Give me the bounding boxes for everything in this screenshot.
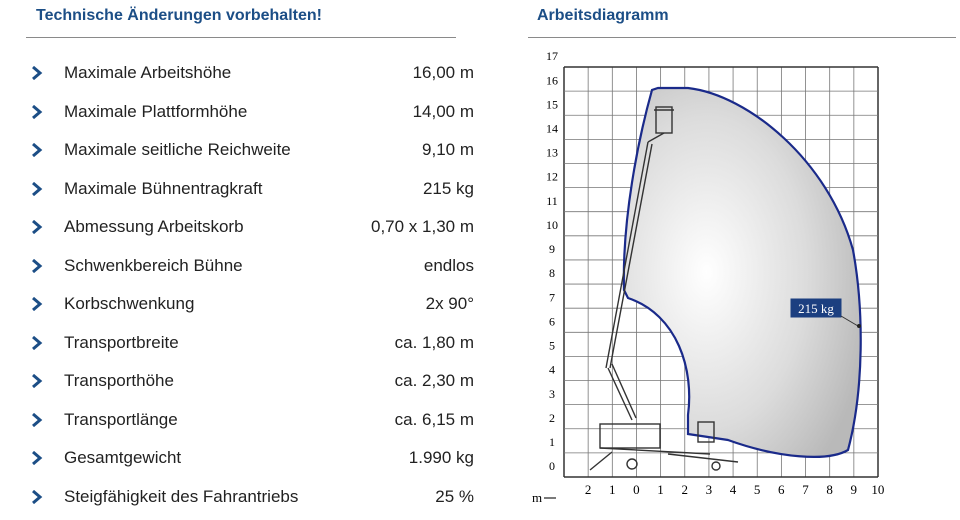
spec-label: Schwenkbereich Bühne: [64, 255, 243, 275]
y-tick-label: 4: [549, 362, 555, 377]
y-tick-label: 1: [549, 435, 555, 450]
chevron-right-icon: [30, 143, 44, 157]
spec-row: [26, 478, 474, 517]
axis-unit-label: m: [532, 490, 543, 505]
spec-list: [26, 54, 474, 516]
x-tick-label: 3: [705, 482, 713, 497]
spec-row: [26, 285, 474, 324]
x-tick-label: 5: [753, 482, 761, 497]
y-tick-label: 0: [549, 459, 555, 474]
x-tick-label: 4: [729, 482, 737, 497]
y-tick-label: 6: [549, 314, 555, 329]
y-tick-label: 7: [549, 290, 555, 305]
spec-label: Steigfähigkeit des Fahrantriebs: [64, 486, 299, 506]
x-tick-label: 10: [871, 482, 885, 497]
spec-row: [26, 247, 474, 286]
spec-value: 0,70 x 1,30 m: [370, 217, 474, 237]
spec-value: 1.990 kg: [408, 448, 474, 468]
section-title: Technische Änderungen vorbehalten!: [36, 7, 322, 24]
spec-label: Gesamtgewicht: [64, 448, 182, 468]
chevron-right-icon: [30, 297, 44, 311]
y-tick-label: 10: [546, 217, 558, 232]
y-tick-label: 3: [549, 386, 555, 401]
chevron-right-icon: [30, 413, 44, 427]
chevron-right-icon: [30, 220, 44, 234]
x-tick-label: 7: [802, 482, 809, 497]
working-diagram: [528, 50, 958, 520]
spec-row: [26, 93, 474, 132]
spec-value: ca. 1,80 m: [394, 332, 474, 352]
x-tick-label: 9: [850, 482, 858, 497]
chevron-right-icon: [30, 182, 44, 196]
spec-row: [26, 401, 474, 440]
spec-value: 14,00 m: [412, 101, 474, 121]
spec-row: [26, 131, 474, 170]
y-tick-label: 9: [549, 242, 555, 257]
y-tick-label: 17: [546, 50, 558, 64]
chevron-right-icon: [30, 374, 44, 388]
spec-value: 9,10 m: [422, 140, 474, 160]
y-tick-label: 16: [546, 73, 558, 88]
spec-value: 2x 90°: [425, 294, 474, 314]
y-tick-label: 14: [546, 121, 558, 136]
diagram-panel: [528, 0, 958, 520]
spec-value: endlos: [423, 255, 474, 275]
y-tick-label: 8: [549, 266, 555, 281]
spec-value: 16,00 m: [412, 63, 474, 83]
spec-value: ca. 6,15 m: [394, 409, 474, 429]
chevron-right-icon: [30, 66, 44, 80]
chevron-right-icon: [30, 451, 44, 465]
spec-label: Abmessung Arbeitskorb: [64, 217, 244, 237]
x-tick-label: 1: [657, 482, 664, 497]
spec-row: [26, 170, 474, 209]
spec-value: 215 kg: [422, 178, 474, 198]
y-tick-label: 12: [546, 169, 558, 184]
x-tick-labels: [585, 482, 885, 497]
spec-label: Maximale Bühnentragkraft: [64, 178, 263, 198]
x-tick-label: 2: [584, 482, 592, 497]
chevron-right-icon: [30, 336, 44, 350]
diagram-title: Arbeitsdiagramm: [537, 7, 669, 24]
x-tick-label: 2: [681, 482, 688, 497]
chevron-right-icon: [30, 490, 44, 504]
chevron-right-icon: [30, 105, 44, 119]
load-label: 215 kg: [798, 301, 834, 316]
title-divider: [26, 37, 456, 38]
spec-row: [26, 54, 474, 93]
y-tick-labels: [546, 50, 558, 473]
spec-label: Maximale Arbeitshöhe: [64, 63, 232, 83]
spec-label: Korbschwenkung: [64, 294, 195, 314]
spec-value: 25 %: [435, 486, 474, 506]
diagram-title-divider: [528, 37, 956, 38]
working-envelope: [624, 88, 861, 457]
spec-value: ca. 2,30 m: [394, 371, 474, 391]
spec-label: Maximale Plattformhöhe: [64, 101, 248, 121]
y-tick-label: 13: [546, 145, 558, 160]
spec-label: Transportbreite: [64, 332, 179, 352]
y-tick-label: 5: [549, 338, 555, 353]
spec-row: [26, 362, 474, 401]
x-tick-label: 8: [826, 482, 833, 497]
chevron-right-icon: [30, 259, 44, 273]
x-tick-label: 1: [608, 482, 616, 497]
x-tick-label: 6: [778, 482, 785, 497]
spec-label: Maximale seitliche Reichweite: [64, 140, 291, 160]
spec-label: Transportlänge: [64, 409, 178, 429]
spec-row: [26, 208, 474, 247]
spec-row: [26, 324, 474, 363]
spec-row: [26, 439, 474, 478]
y-tick-label: 15: [546, 97, 558, 112]
y-tick-label: 2: [549, 410, 555, 425]
x-tick-label: 0: [633, 482, 640, 497]
spec-label: Transporthöhe: [64, 371, 174, 391]
y-tick-label: 11: [546, 193, 558, 208]
